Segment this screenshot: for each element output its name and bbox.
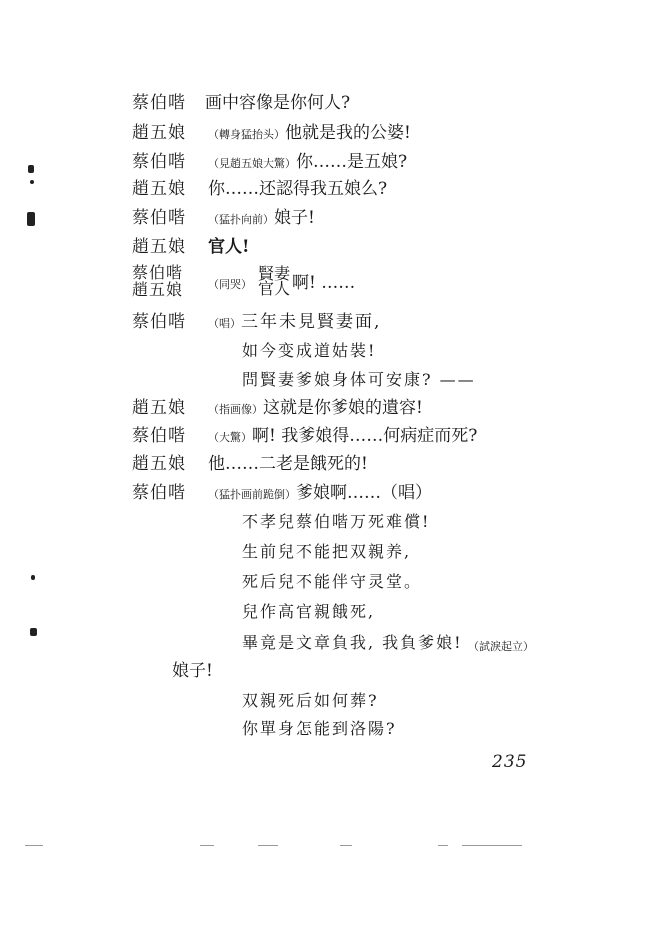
verse-text: 畢竟是文章負我, 我負爹娘!	[242, 633, 463, 652]
scan-mark	[30, 180, 34, 184]
speaker-label: 趙五娘	[132, 123, 186, 143]
speaker-label: 蔡伯喈	[132, 208, 186, 228]
dialogue-text: 你……还認得我五娘么?	[208, 179, 388, 199]
dialogue-text: 爹娘啊……（唱）	[296, 483, 432, 503]
scan-mark	[28, 165, 34, 173]
verse-text: 你單身怎能到洛陽?	[242, 719, 397, 738]
stage-direction: （唱）	[208, 317, 241, 330]
speaker-label: 蔡伯喈	[132, 263, 184, 282]
speaker-label: 蔡伯喈	[132, 93, 186, 113]
speaker-label: 趙五娘	[132, 280, 184, 299]
dialogue-text: 他就是我的公婆!	[285, 123, 411, 143]
dialogue-text: 啊! 我爹娘得……何病症而死?	[252, 426, 478, 446]
dialogue-text: 啊! ……	[292, 273, 356, 293]
dialogue-text: 娘子!	[274, 208, 315, 228]
stacked-word: 賢妻	[258, 264, 291, 283]
stage-direction: （轉身猛抬头）	[208, 128, 285, 141]
stage-direction: （試淚起立）	[468, 640, 534, 653]
scan-mark	[30, 628, 37, 636]
dialogue-text: 这就是你爹娘的遺容!	[263, 398, 423, 418]
scan-mark	[31, 575, 35, 580]
dialogue-text: 三年未見賢妻面,	[241, 312, 382, 332]
verse-text: 生前兒不能把双親养,	[242, 542, 412, 561]
verse-text: 不孝兒蔡伯喈万死难償!	[242, 512, 431, 531]
verse-text: 問賢妻爹娘身体可安康? ——	[242, 370, 476, 389]
page-number: 235	[492, 752, 528, 772]
scan-speck	[462, 845, 522, 846]
speaker-label: 趙五娘	[132, 237, 186, 257]
dialogue-text: 你……是五娘?	[296, 152, 408, 172]
stage-direction: （大驚）	[208, 431, 252, 444]
stage-direction: （猛扑画前跪倒）	[208, 488, 296, 501]
scan-speck	[438, 845, 448, 846]
speaker-label: 蔡伯喈	[132, 483, 186, 503]
scan-speck	[25, 845, 43, 846]
dialogue-text: 画中容像是你何人?	[205, 93, 351, 113]
speaker-label: 趙五娘	[132, 398, 186, 418]
speaker-label: 趙五娘	[132, 454, 186, 474]
scan-mark	[27, 212, 35, 226]
dialogue-text: 官人!	[208, 237, 250, 257]
speaker-label: 趙五娘	[132, 179, 186, 199]
dialogue-text: 娘子!	[172, 661, 213, 681]
stacked-word: 官人	[258, 279, 291, 298]
verse-text: 兒作高官親餓死,	[242, 602, 376, 621]
speaker-label: 蔡伯喈	[132, 426, 186, 446]
stage-direction: （指画像）	[208, 403, 263, 416]
scan-speck	[258, 845, 278, 846]
verse-text: 双親死后如何葬?	[242, 691, 379, 710]
stage-direction: （猛扑向前）	[208, 213, 274, 226]
scan-speck	[200, 845, 214, 846]
speaker-label: 蔡伯喈	[132, 312, 186, 332]
verse-text: 死后兒不能伴守灵堂。	[242, 572, 423, 591]
stage-direction: （見趙五娘大驚）	[208, 157, 296, 170]
stage-direction: （同哭）	[208, 278, 252, 291]
speaker-label: 蔡伯喈	[132, 152, 186, 172]
scan-speck	[340, 845, 352, 846]
dialogue-text: 他……二老是餓死的!	[208, 454, 368, 474]
verse-text: 如今变成道姑裝!	[242, 341, 377, 360]
